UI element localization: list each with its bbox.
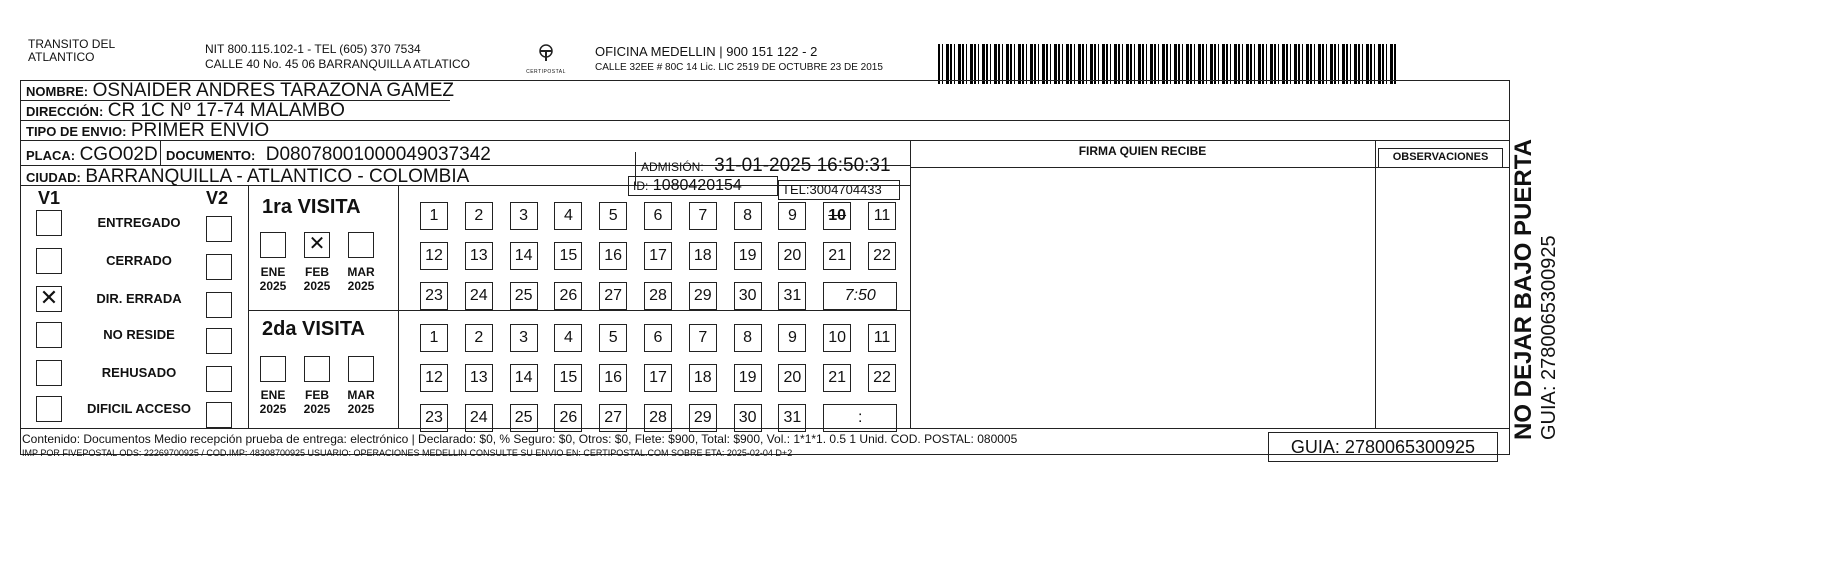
day-box[interactable]: 1	[420, 202, 448, 230]
barcode	[938, 44, 1396, 84]
nombre-value: OSNAIDER ANDRES TARAZONA GAMEZ	[92, 80, 454, 101]
day-box[interactable]: 1	[420, 324, 448, 352]
documento-value: D08078001000049037342	[265, 144, 491, 165]
day-box[interactable]: 11	[868, 324, 896, 352]
month-checkbox[interactable]: ✕	[304, 232, 330, 258]
v1-checkbox[interactable]	[36, 322, 62, 348]
month-label	[252, 388, 294, 416]
day-box[interactable]: 30	[734, 282, 762, 310]
id-field	[628, 176, 778, 196]
admision-label: ADMISIÓN:	[641, 160, 704, 174]
v2-checkbox[interactable]	[206, 328, 232, 354]
day-box[interactable]: 31	[778, 404, 806, 432]
day-box[interactable]: 15	[554, 364, 582, 392]
v2-checkbox[interactable]	[206, 216, 232, 242]
day-box[interactable]: 10	[823, 324, 851, 352]
tel-value: 3004704433	[809, 182, 882, 197]
status-reason-label: ENTREGADO	[97, 215, 181, 230]
day-box[interactable]: 28	[644, 282, 672, 310]
v2-checkbox[interactable]	[206, 366, 232, 392]
v1-label: V1	[38, 188, 61, 208]
observaciones-area[interactable]	[1378, 170, 1506, 426]
day-box[interactable]: 22	[868, 242, 896, 270]
day-box[interactable]: 26	[554, 404, 582, 432]
month-label	[340, 388, 382, 416]
admision-value: 31-01-2025 16:50:31	[714, 155, 891, 176]
day-box[interactable]: 9	[778, 324, 806, 352]
ciudad-value: BARRANQUILLA - ATLANTICO - COLOMBIA	[85, 166, 470, 187]
month-checkbox[interactable]	[260, 232, 286, 258]
month-checkbox[interactable]	[260, 356, 286, 382]
admision-field	[641, 155, 891, 177]
ciudad-label: CIUDAD:	[26, 170, 81, 185]
side-warning: NO DEJAR BAJO PUERTA	[1510, 139, 1537, 440]
month-year: 2025	[347, 279, 375, 293]
month-name: FEB	[305, 388, 329, 402]
day-box[interactable]: 2	[465, 202, 493, 230]
day-box[interactable]: 26	[554, 282, 582, 310]
nombre-label: NOMBRE:	[26, 84, 89, 99]
footer-imp: IMP POR FIVEPOSTAL ODS: 22269700925 / COD.IMP: 48308700925 USUARIO: OPERACIONES MEDELLIN CONSULTE SU ENVIO EN: CERTIPOSTAL.COM SOBRE ETA: 2025-02-04 D+2	[22, 448, 793, 458]
documento-field	[166, 144, 491, 166]
second-visit-time[interactable]: :	[823, 404, 897, 432]
day-box[interactable]: 13	[465, 364, 493, 392]
day-box[interactable]: 17	[644, 364, 672, 392]
day-box[interactable]: 6	[644, 202, 672, 230]
v2-checkbox[interactable]	[206, 292, 232, 318]
day-box[interactable]: 20	[778, 364, 806, 392]
logo-text: CERTIPOSTAL	[526, 69, 566, 75]
day-box[interactable]: 18	[689, 242, 717, 270]
day-box[interactable]: 5	[599, 202, 627, 230]
status-reason-label: DIFICIL ACCESO	[86, 401, 191, 416]
status-reason-label: NO RESIDE	[103, 327, 175, 342]
day-box[interactable]: 2	[465, 324, 493, 352]
signature-area[interactable]	[912, 170, 1372, 426]
day-box[interactable]: 14	[510, 242, 538, 270]
footer-contents: Contenido: Documentos Medio recepción prueba de entrega: electrónico | Declarado: $0, % Seguro: $0, Otros: $0, Flete: $900, Total: $900, Vol.: 1*1*1. 0.5 1 Unid. COD. POSTAL: 080005	[22, 432, 1018, 446]
day-box[interactable]: 19	[734, 364, 762, 392]
day-box[interactable]: 14	[510, 364, 538, 392]
placa-label: PLACA:	[26, 148, 76, 163]
company-line2: ATLANTICO	[28, 50, 95, 64]
day-box[interactable]: 10	[823, 202, 851, 230]
month-year: 2025	[259, 402, 287, 416]
day-box[interactable]: 16	[599, 364, 627, 392]
direccion-label: DIRECCIÓN:	[26, 104, 104, 119]
v1-checkbox[interactable]	[36, 396, 62, 422]
day-box[interactable]: 8	[734, 202, 762, 230]
month-name: FEB	[305, 265, 329, 279]
day-box[interactable]: 16	[599, 242, 627, 270]
company-name	[28, 38, 115, 64]
day-box[interactable]: 17	[644, 242, 672, 270]
first-visit-time[interactable]: 7:50	[823, 282, 897, 310]
day-box[interactable]: 8	[734, 324, 762, 352]
month-checkbox[interactable]	[304, 356, 330, 382]
day-box[interactable]: 28	[644, 404, 672, 432]
day-box[interactable]: 29	[689, 404, 717, 432]
observaciones-label: OBSERVACIONES	[1378, 148, 1503, 168]
day-box[interactable]: 22	[868, 364, 896, 392]
v2-checkbox[interactable]	[206, 402, 232, 428]
id-label: ID:	[633, 179, 649, 193]
v2-label: V2	[206, 188, 229, 208]
office-name: OFICINA MEDELLIN | 900 151 122 - 2	[595, 44, 818, 59]
month-name: ENE	[260, 265, 286, 279]
tipo-value: PRIMER ENVIO	[130, 120, 270, 141]
month-label	[296, 265, 338, 293]
month-checkbox[interactable]	[348, 232, 374, 258]
day-box[interactable]: 7	[689, 202, 717, 230]
day-box[interactable]: 7	[689, 324, 717, 352]
day-box[interactable]: 9	[778, 202, 806, 230]
day-box[interactable]: 19	[734, 242, 762, 270]
day-box[interactable]: 31	[778, 282, 806, 310]
placa-value: CGO02D	[79, 144, 158, 165]
day-box[interactable]: 21	[823, 364, 851, 392]
first-visit-label: 1ra VISITA	[262, 196, 361, 218]
day-box[interactable]: 25	[510, 282, 538, 310]
day-box[interactable]: 23	[420, 282, 448, 310]
day-box[interactable]: 4	[554, 324, 582, 352]
company-line1: TRANSITO DEL	[28, 37, 116, 51]
month-label	[296, 388, 338, 416]
day-box[interactable]: 24	[465, 404, 493, 432]
direccion-value: CR 1C Nº 17-74 MALAMBO	[107, 100, 345, 121]
v1-checkbox[interactable]: ✕	[36, 286, 62, 312]
day-box[interactable]: 23	[420, 404, 448, 432]
day-box[interactable]: 24	[465, 282, 493, 310]
status-reason-label: DIR. ERRADA	[96, 291, 182, 306]
month-name: ENE	[260, 388, 286, 402]
footer-guia: GUIA: 2780065300925	[1268, 432, 1498, 462]
second-visit-label: 2da VISITA	[262, 318, 365, 340]
day-box[interactable]: 27	[599, 404, 627, 432]
logo-icon	[534, 44, 558, 64]
day-box[interactable]: 27	[599, 282, 627, 310]
month-checkbox[interactable]	[348, 356, 374, 382]
day-box[interactable]: 3	[510, 324, 538, 352]
month-year: 2025	[347, 402, 375, 416]
month-year: 2025	[303, 402, 331, 416]
status-reason-label: CERRADO	[106, 253, 172, 268]
side-text	[1510, 110, 1560, 440]
month-year: 2025	[303, 279, 331, 293]
day-box[interactable]: 12	[420, 242, 448, 270]
side-guia: GUIA: 2780065300925	[1538, 235, 1560, 440]
v2-checkbox[interactable]	[206, 254, 232, 280]
id-value: 1080420154	[652, 177, 742, 194]
certipostal-logo	[520, 44, 572, 75]
month-name: MAR	[347, 388, 375, 402]
placa-field	[26, 144, 158, 166]
company-contact	[205, 42, 470, 72]
day-box[interactable]: 18	[689, 364, 717, 392]
month-name: MAR	[347, 265, 375, 279]
day-box[interactable]: 11	[868, 202, 896, 230]
day-box[interactable]: 6	[644, 324, 672, 352]
day-box[interactable]: 21	[823, 242, 851, 270]
month-label	[252, 265, 294, 293]
day-box[interactable]: 30	[734, 404, 762, 432]
v1-checkbox[interactable]	[36, 360, 62, 386]
nombre-field	[26, 80, 454, 102]
day-box[interactable]: 5	[599, 324, 627, 352]
office-address: CALLE 32EE # 80C 14 Lic. LIC 2519 DE OCTUBRE 23 DE 2015	[595, 62, 883, 73]
month-label	[340, 265, 382, 293]
day-box[interactable]: 13	[465, 242, 493, 270]
documento-label: DOCUMENTO:	[166, 148, 256, 163]
company-address: CALLE 40 No. 45 06 BARRANQUILLA ATLATICO	[205, 57, 471, 71]
v1-checkbox[interactable]	[36, 210, 62, 236]
status-reason-label: REHUSADO	[101, 365, 177, 380]
tel-field	[778, 180, 900, 200]
firma-label: FIRMA QUIEN RECIBE	[1078, 144, 1207, 158]
day-box[interactable]: 20	[778, 242, 806, 270]
day-box[interactable]: 3	[510, 202, 538, 230]
tipo-label: TIPO DE ENVIO:	[26, 124, 127, 139]
day-box[interactable]: 4	[554, 202, 582, 230]
day-box[interactable]: 15	[554, 242, 582, 270]
office-info	[595, 44, 883, 76]
v1-checkbox[interactable]	[36, 248, 62, 274]
day-box[interactable]: 25	[510, 404, 538, 432]
tel-label: TEL:	[782, 182, 810, 197]
tipo-envio-field	[26, 120, 269, 142]
direccion-field	[26, 100, 345, 122]
day-box[interactable]: 29	[689, 282, 717, 310]
day-box[interactable]: 12	[420, 364, 448, 392]
month-year: 2025	[259, 279, 287, 293]
nit-tel: NIT 800.115.102-1 - TEL (605) 370 7534	[205, 42, 421, 56]
